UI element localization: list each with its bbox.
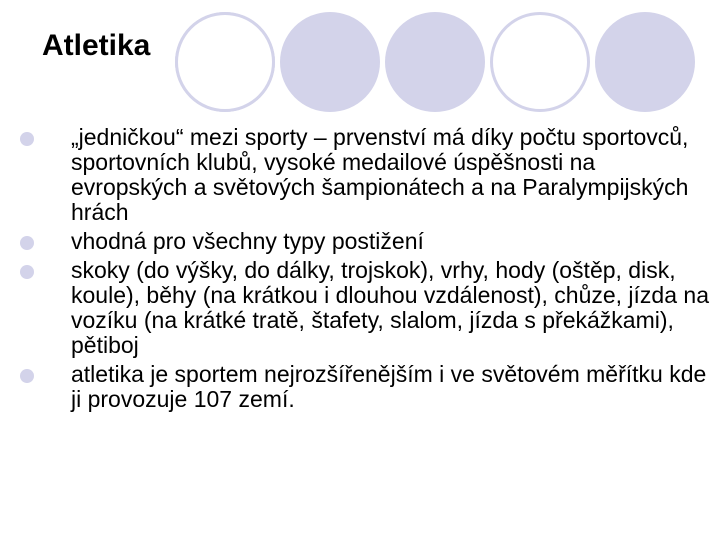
bullet-list bbox=[20, 125, 710, 416]
decor-circle-4 bbox=[385, 12, 485, 112]
bullet-item bbox=[20, 258, 710, 358]
decor-circle-5 bbox=[490, 12, 590, 112]
bullet-icon bbox=[20, 236, 34, 250]
bullet-text: „jedničkou“ mezi sporty – prvenství má díky počtu sportovců, sportovních klubů, vysoké medailové úspěšnosti na evropských a světových šampionátech a na Paralympijských hrách bbox=[71, 124, 689, 225]
slide-title: Atletika bbox=[42, 29, 151, 62]
bullet-item bbox=[20, 362, 710, 412]
decor-circle-6 bbox=[595, 12, 695, 112]
bullet-text: vhodná pro všechny typy postižení bbox=[71, 228, 424, 254]
bullet-icon bbox=[20, 265, 34, 279]
bullet-text: skoky (do výšky, do dálky, trojskok), vrhy, hody (oštěp, disk, koule), běhy (na krátkou i dlouhou vzdálenost), chůze, jízda na vozíku (na krátké tratě, štafety, slalom, jízda s překážkami), pětiboj bbox=[71, 257, 709, 358]
bullet-icon bbox=[20, 132, 34, 146]
decor-circle-3 bbox=[280, 12, 380, 112]
bullet-icon bbox=[20, 369, 34, 383]
bullet-item bbox=[20, 125, 710, 225]
decor-circle-2 bbox=[175, 12, 275, 112]
bullet-item bbox=[20, 229, 710, 254]
bullet-text: atletika je sportem nejrozšířenějším i ve světovém měřítku kde ji provozuje 107 zemí. bbox=[71, 361, 707, 412]
